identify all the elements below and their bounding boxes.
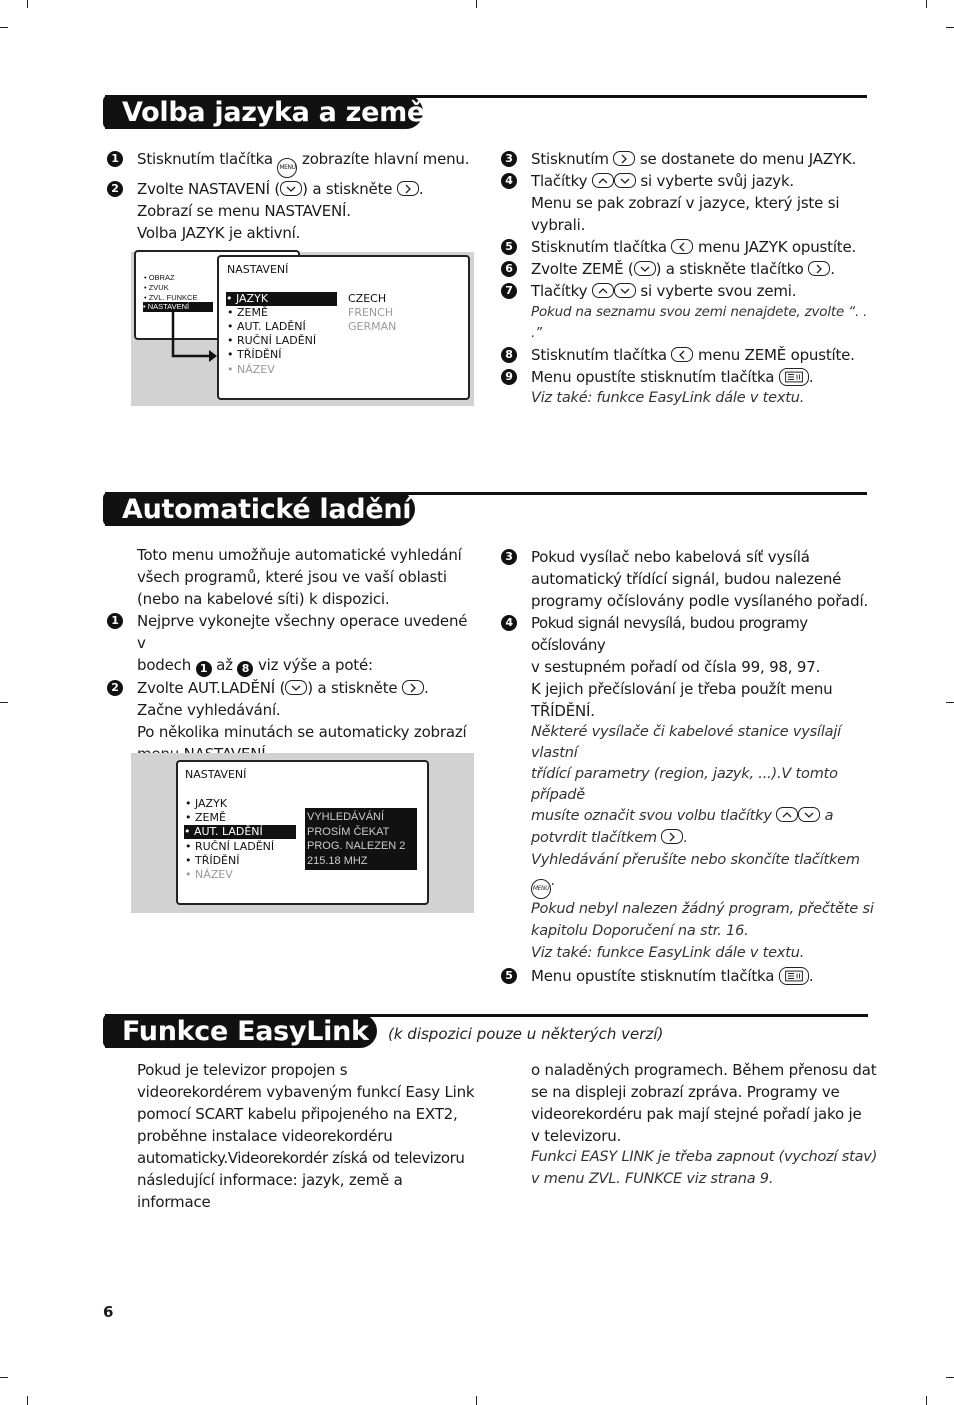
menu-item: • AUT. LADĚNÍ [227,320,306,333]
step-2: 2 Zvolte NASTAVENÍ ( ) a stiskněte . [107,178,477,200]
menu-item-disabled: • NÁZEV [185,868,233,881]
step-4-text: TŘÍDĚNÍ. [531,702,595,720]
crop-mark [946,27,954,28]
main-menu-item-selected: • NASTAVENÍ [143,302,213,312]
menu-item-disabled: • NÁZEV [227,363,275,376]
crop-mark [0,27,8,28]
popup-line: PROG. NALEZEN 2 [307,840,406,852]
body-text: proběhne instalace videorekordéru [137,1127,393,1145]
step-1: 1 Nejprve vykonejte všechny operace uvedené v [107,610,477,654]
step-4-note: musíte označit svou volbu tlačítky a [531,808,834,824]
body-text: videorekordéru pak mají stejné pořadí jako je [531,1105,862,1123]
step-number: 3 [501,151,517,167]
left-arrow-button-icon [671,347,693,362]
step-3: 3 Stisknutím se dostanete do menu JAZYK. [501,148,876,170]
menu-item: • RUČNÍ LADĚNÍ [227,334,317,347]
menu-connector-arrow [165,310,221,364]
down-arrow-button-icon [285,680,307,695]
step-4: 4 Tlačítky si vyberte svůj jazyk. [501,170,876,192]
section-title-language: Volba jazyka a země [105,95,423,129]
intro-text: všech programů, které jsou ve vaší oblasti [137,568,447,586]
down-arrow-button-icon [634,261,656,276]
step-3-text: programy očíslovány podle vysílaného pořadí. [531,592,869,610]
crop-mark [27,0,28,8]
crop-mark [0,1377,8,1378]
main-menu-item: • ZVL. FUNKCE [144,293,198,302]
step-number: 7 [501,283,517,299]
step-8: 8 Stisknutím tlačítka menu ZEMĚ opustíte. [501,344,876,366]
body-text: pomocí SCART kabelu připojeného na EXT2, [137,1105,458,1123]
language-option: FRENCH [348,306,394,319]
s3-right-column [501,1059,881,1191]
down-arrow-button-icon [614,173,636,188]
section-title-autotune: Automatické ladění [105,492,415,526]
step-4-text: K jejich přečíslování je třeba použít menu [531,680,833,698]
menu-title: NASTAVENÍ [227,263,289,276]
step-number: 5 [501,239,517,255]
step-2-text: Začne vyhledávání. [137,701,281,719]
body-text: se na displeji zobrazí zpráva. Programy ve [531,1083,840,1101]
intro-text: (nebo na kabelové síti) k dispozici. [137,590,390,608]
up-arrow-button-icon [592,283,614,298]
popup-line: PROSÍM ČEKAT [307,825,390,838]
menu-button-icon: MENU [277,158,297,178]
step-number: 1 [107,151,123,167]
s3-left-column [107,1059,477,1213]
step-4-note: kapitolu Doporučení na str. 16. [531,923,749,939]
section-subtitle: (k dispozici pouze u některých verzí) [388,1025,664,1043]
down-arrow-button-icon [798,807,820,822]
menu-item: • JAZYK [185,797,228,810]
crop-mark [476,1396,477,1405]
step-5: 5 Stisknutím tlačítka menu JAZYK opustíte. [501,236,876,258]
main-menu-item: • ZVUK [144,283,169,292]
step-ref: 8 [237,661,253,677]
step-1: 1 Stisknutím tlačítka MENU zobrazíte hlavní menu. [107,148,477,178]
step-4-text: Menu se pak zobrazí v jazyce, který jste si [531,194,840,212]
step-7: 7 Tlačítky si vyberte svou zemi. [501,280,876,302]
down-arrow-button-icon [614,283,636,298]
step-number: 4 [501,615,517,631]
step-2-text: Zobrazí se menu NASTAVENÍ. [137,202,351,220]
up-arrow-button-icon [776,807,798,822]
step-6: 6 Zvolte ZEMĚ ( ) a stiskněte tlačítko . [501,258,876,280]
crop-mark [926,1396,927,1405]
menu-item: • TŘÍDĚNÍ [185,854,240,867]
body-text: videorekordérem vybaveným funkcí Easy Link [137,1083,475,1101]
body-text: v televizoru. [531,1127,622,1145]
menu-item: • ZEMĚ [185,811,226,824]
menu-title: NASTAVENÍ [185,768,247,781]
crop-mark [476,0,477,8]
teletext-button-icon [779,967,809,985]
s2-right-column [501,546,881,987]
step-3: 3 Pokud vysílač nebo kabelová síť vysílá [501,546,881,568]
crop-mark [27,1396,28,1405]
right-arrow-button-icon [397,181,419,196]
step-number: 3 [501,549,517,565]
step-4-note: Pokud nebyl nalezen žádný program, přečtěte si [531,901,874,917]
step-9-note: Viz také: funkce EasyLink dále v textu. [531,390,805,406]
right-arrow-button-icon [402,680,424,695]
crop-mark [0,702,8,703]
body-text: o naladěných programech. Během přenosu dat [531,1061,877,1079]
intro-text: Toto menu umožňuje automatické vyhledání [137,546,462,564]
down-arrow-button-icon [280,181,302,196]
menu-item-selected: • AUT. LADĚNÍ [184,825,296,839]
menu-item-selected: • JAZYK [226,292,337,306]
step-4-note: potvrdit tlačítkem . [531,830,688,846]
step-2-text: Po několika minutách se automaticky zobrazí [137,723,467,741]
language-option-selected: CZECH [348,292,387,305]
step-number: 6 [501,261,517,277]
step-number: 9 [501,369,517,385]
crop-mark [946,1377,954,1378]
crop-mark [926,0,927,8]
step-4-note: Viz také: funkce EasyLink dále v textu. [531,945,805,961]
body-text: Pokud je televizor propojen s [137,1061,348,1079]
step-5: 5 Menu opustíte stisknutím tlačítka . [501,965,881,987]
body-text: následující informace: jazyk, země a informace [137,1171,403,1211]
s2-left-column [107,544,477,765]
body-text: automaticky.Videorekordér získá od televizoru [137,1149,465,1167]
step-4-note: třídící parametry (region, jazyk, ...).V tomto případě [531,766,838,803]
step-number: 1 [107,613,123,629]
body-note: Funkci EASY LINK je třeba zapnout (vychozí stav) [531,1149,878,1165]
step-ref: 1 [196,661,212,677]
menu-item: • RUČNÍ LADĚNÍ [185,840,275,853]
up-arrow-button-icon [592,173,614,188]
step-7-note: Pokud na seznamu svou zemi nenajdete, zvolte “. . .” [531,304,868,341]
right-arrow-button-icon [808,261,830,276]
step-4-text: vybrali. [531,216,586,234]
right-arrow-button-icon [613,151,635,166]
step-number: 8 [501,347,517,363]
step-4-note: Vyhledávání přerušíte nebo skončíte tlačítkem MENU . [501,850,881,899]
right-arrow-button-icon [661,829,683,844]
left-arrow-button-icon [671,239,693,254]
main-menu-item: • OBRAZ [144,273,175,282]
body-note: v menu ZVL. FUNKCE viz strana 9. [531,1171,774,1187]
s1-left-column [107,148,477,244]
popup-line: 215.18 MHZ [307,854,368,867]
step-2-text: Volba JAZYK je aktivní. [137,224,301,242]
page-number: 6 [103,1303,114,1321]
popup-line: VYHLEDÁVÁNÍ [307,811,385,823]
step-3-text: automatický třídící signál, budou nalezené [531,570,842,588]
step-number: 5 [501,968,517,984]
language-option: GERMAN [348,320,397,333]
step-number: 4 [501,173,517,189]
step-4: 4 Pokud signál nevysílá, budou programy očíslovány [501,612,881,656]
menu-item: • ZEMĚ [227,306,268,319]
menu-button-icon: MENU [531,879,551,899]
step-1-text: bodech 1 až 8 viz výše a poté: [137,656,373,675]
step-2: 2 Zvolte AUT.LADĚNÍ ( ) a stiskněte . [107,677,477,699]
step-4-note: Některé vysílače či kabelové stanice vysílají vlastní [531,724,842,761]
crop-mark [946,702,954,703]
section-title-easylink: Funkce EasyLink [105,1014,377,1048]
step-number: 2 [107,680,123,696]
teletext-button-icon [779,368,809,386]
step-4-text: v sestupném pořadí od čísla 99, 98, 97. [531,658,821,676]
search-status-popup [305,808,417,870]
step-number: 2 [107,181,123,197]
step-9: 9 Menu opustíte stisknutím tlačítka . [501,366,876,388]
menu-item: • TŘÍDĚNÍ [227,348,282,361]
s1-right-column [501,148,876,410]
